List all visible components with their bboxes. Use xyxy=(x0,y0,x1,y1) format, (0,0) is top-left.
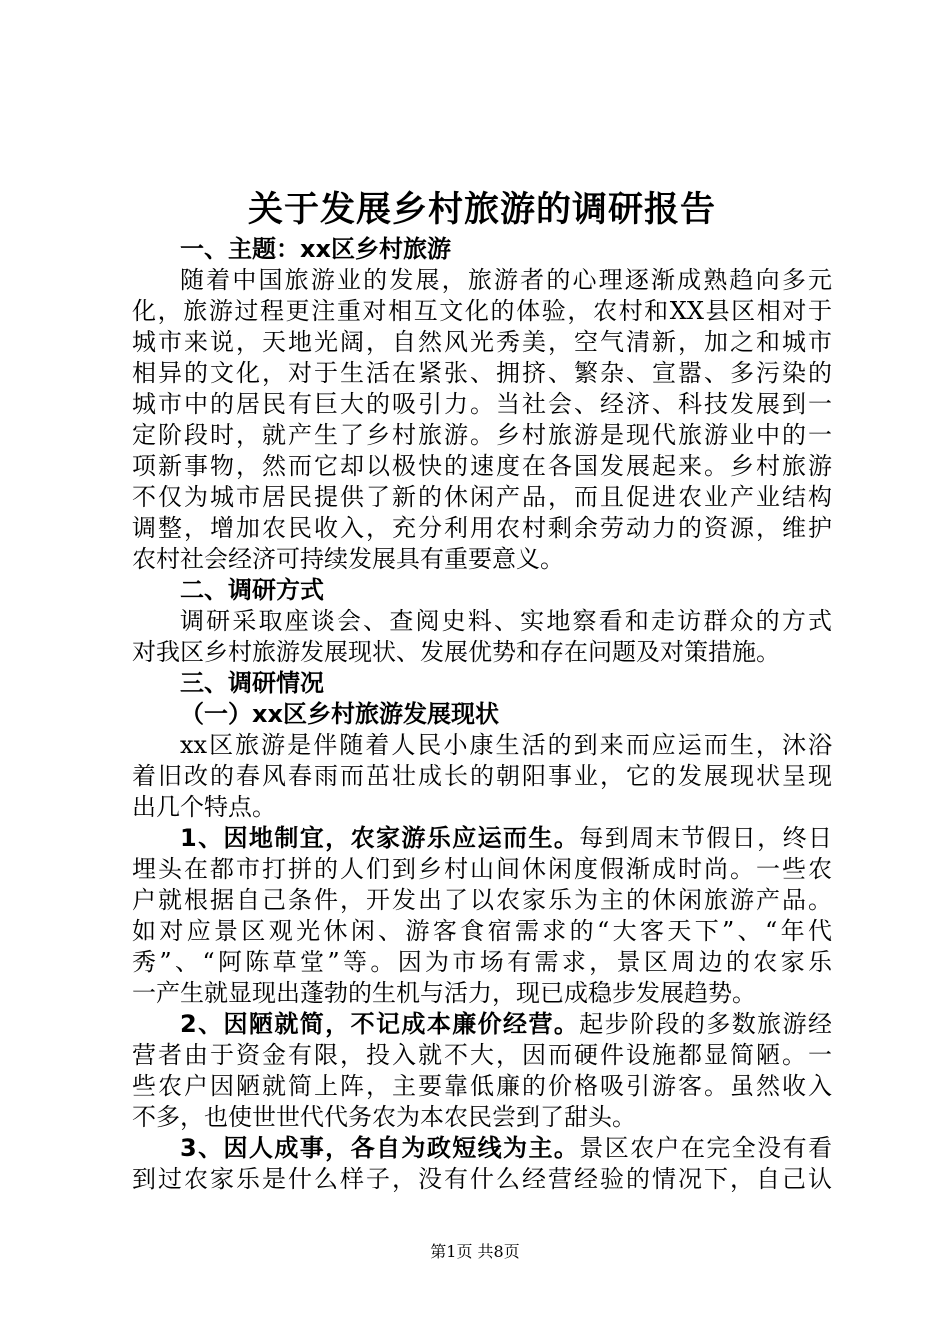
point-3-lead: 景区农户在完全没有看 xyxy=(579,1134,833,1162)
paragraph-line: 调整，增加农民收入，充分利用农村剩余劳动力的资源，维护 xyxy=(132,514,832,542)
paragraph-line: 营者由于资金有限，投入就不大，因而硬件设施都显简陋。一 xyxy=(132,1041,832,1069)
paragraph-line: 调研采取座谈会、查阅史料、实地察看和走访群众的方式 xyxy=(180,607,832,635)
paragraph-line: 出几个特点。 xyxy=(132,793,276,821)
paragraph-line: 着旧改的春风春雨而茁壮成长的朝阳事业，它的发展现状呈现 xyxy=(132,762,832,790)
paragraph-line: 埋头在都市打拼的人们到乡村山间休闲度假渐成时尚。一些农 xyxy=(132,855,832,883)
subsection-heading-status: （一）xx区乡村旅游发展现状 xyxy=(180,700,499,728)
page-footer: 第1页 共8页 xyxy=(430,1242,520,1261)
paragraph-line: 城市来说，天地光阔，自然风光秀美，空气清新，加之和城市 xyxy=(132,328,832,356)
point-1-title: 1、因地制宜，农家游乐应运而生。 xyxy=(180,824,580,852)
paragraph-line: 项新事物，然而它却以极快的速度在各国发展起来。乡村旅游 xyxy=(132,452,832,480)
paragraph-line: 如对应景区观光休闲、游客食宿需求的“大客天下”、“年代 xyxy=(132,917,832,945)
paragraph-line: 户就根据自己条件，开发出了以农家乐为主的休闲旅游产品。 xyxy=(132,886,832,914)
point-2-first-line xyxy=(132,1009,832,1040)
section-heading-situation: 三、调研情况 xyxy=(180,669,324,697)
paragraph-line: 不仅为城市居民提供了新的休闲产品，而且促进农业产业结构 xyxy=(132,483,832,511)
paragraph-line: 不多，也使世世代代务农为本农民尝到了甜头。 xyxy=(132,1103,636,1131)
paragraph-line: 农村社会经济可持续发展具有重要意义。 xyxy=(132,545,564,573)
point-2-lead: 起步阶段的多数旅游经 xyxy=(579,1010,833,1038)
paragraph-line: 城市中的居民有巨大的吸引力。当社会、经济、科技发展到一 xyxy=(132,390,832,418)
document-title: 关于发展乡村旅游的调研报告 xyxy=(247,189,716,230)
paragraph-line: xx区旅游是伴随着人民小康生活的到来而应运而生，沐浴 xyxy=(180,731,832,759)
point-3-first-line xyxy=(132,1133,832,1164)
paragraph-line: 对我区乡村旅游发展现状、发展优势和存在问题及对策措施。 xyxy=(132,638,780,666)
paragraph-line: 化，旅游过程更注重对相互文化的体验，农村和XX县区相对于 xyxy=(132,297,832,325)
paragraph-line: 一产生就显现出蓬勃的生机与活力，现已成稳步发展趋势。 xyxy=(132,979,756,1007)
paragraph-line: 相异的文化，对于生活在紧张、拥挤、繁杂、宣嚣、多污染的 xyxy=(132,359,832,387)
paragraph-line: 些农户因陋就简上阵，主要靠低廉的价格吸引游客。虽然收入 xyxy=(132,1072,832,1100)
point-1-first-line xyxy=(132,823,832,854)
paragraph-line: 定阶段时，就产生了乡村旅游。乡村旅游是现代旅游业中的一 xyxy=(132,421,832,449)
paragraph-line: 到过农家乐是什么样子，没有什么经营经验的情况下，自己认 xyxy=(132,1165,832,1193)
point-1-lead: 每到周末节假日，终日 xyxy=(579,824,833,852)
paragraph-line: 随着中国旅游业的发展，旅游者的心理逐渐成熟趋向多元 xyxy=(180,266,832,294)
paragraph-line: 秀”、“阿陈草堂”等。因为市场有需求，景区周边的农家乐 xyxy=(132,948,832,976)
point-3-title: 3、因人成事，各自为政短线为主。 xyxy=(180,1134,580,1162)
document-body xyxy=(132,234,832,1195)
section-heading-method: 二、调研方式 xyxy=(180,576,324,604)
point-2-title: 2、因陋就简，不记成本廉价经营。 xyxy=(180,1010,580,1038)
section-heading-theme: 一、主题：xx区乡村旅游 xyxy=(180,235,451,263)
